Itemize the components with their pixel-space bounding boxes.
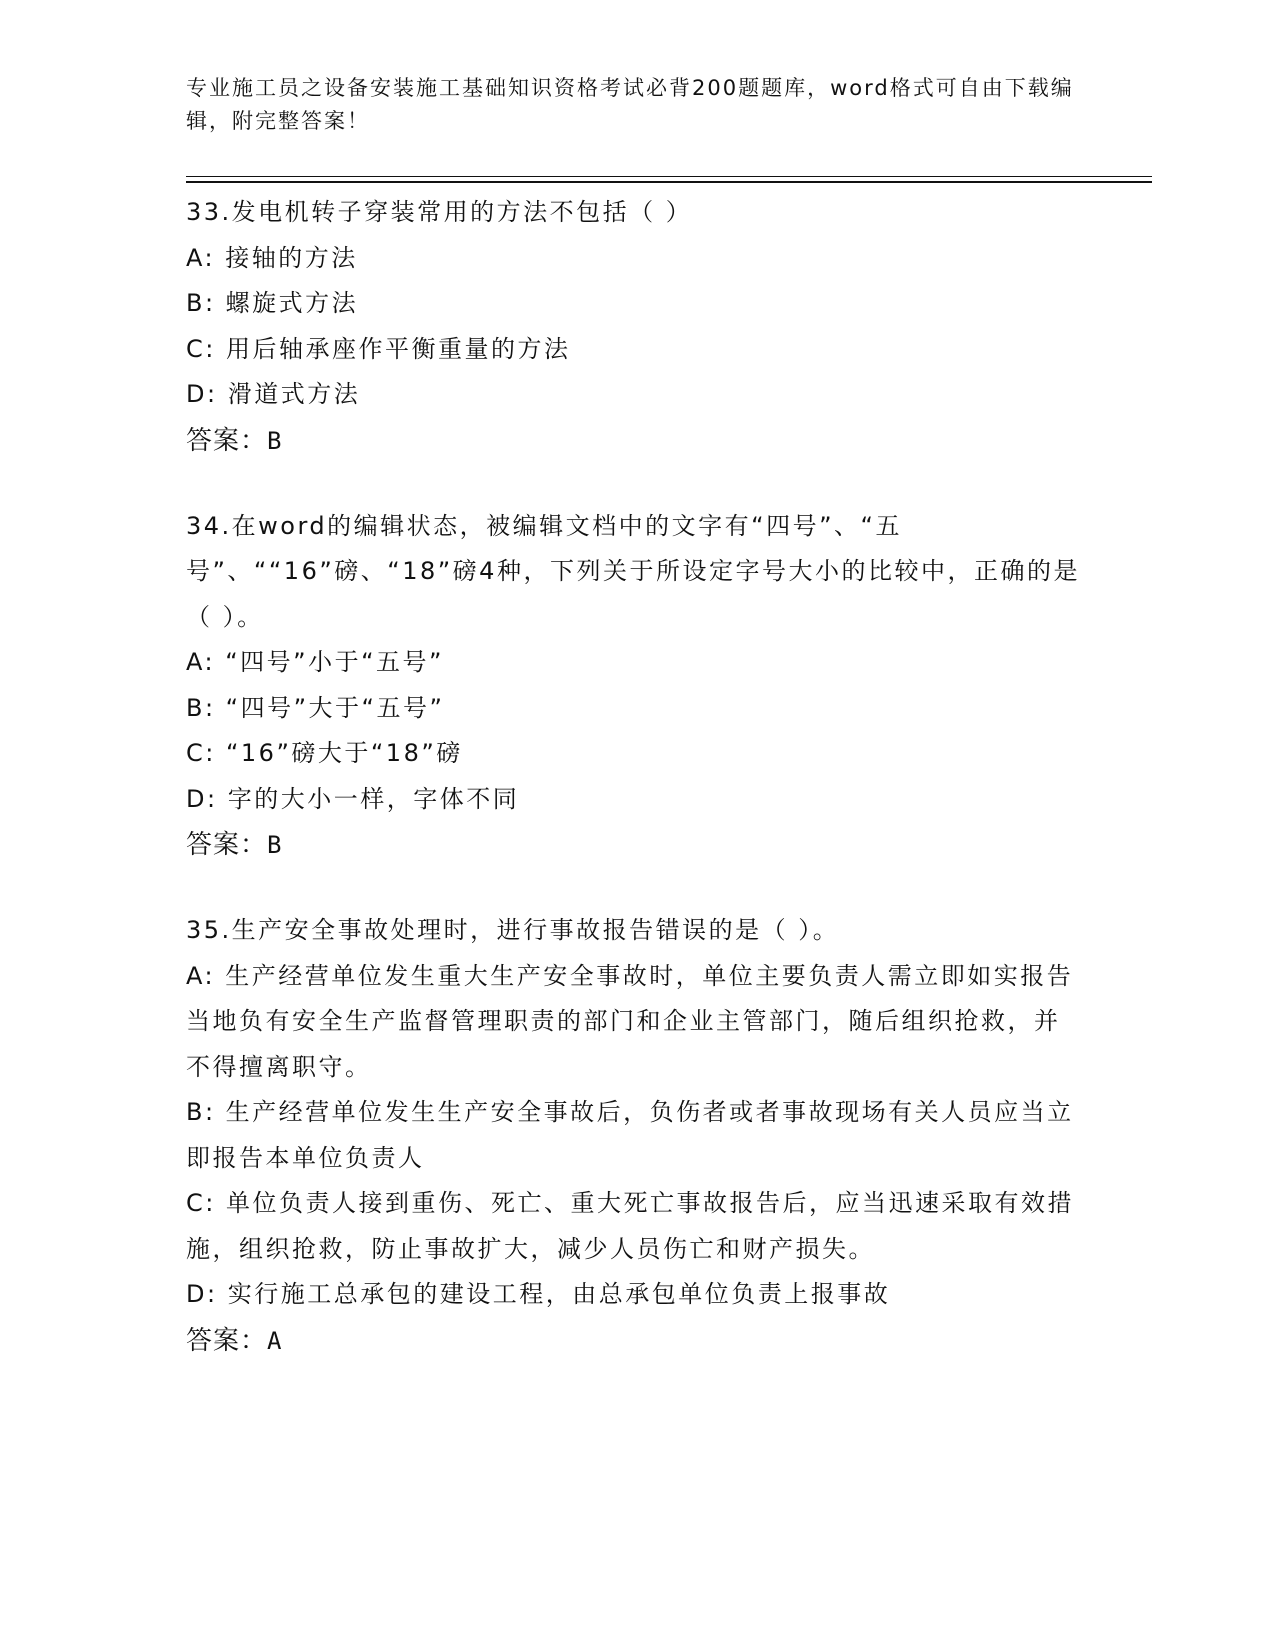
option-d: D: 字的大小一样，字体不同 [186, 784, 520, 813]
option-d: D: 滑道式方法 [186, 380, 361, 408]
answer-line [186, 822, 1086, 868]
answer-label: 答案： [186, 830, 268, 860]
option-a: A: 生产经营单位发生重大生产安全事故时，单位主要负责人需立即如实报告当地负有安全生产监督管理职责的部门和企业主管部门，随后组织抢救，并不得擅离职守。 [186, 961, 1074, 1081]
answer-value: A [267, 1326, 283, 1355]
question-text: 33.发电机转子穿装常用的方法不包括（ ） [186, 198, 693, 226]
option-c: C: “16”磅大于“18”磅 [186, 739, 463, 767]
question-35 [186, 908, 1086, 1364]
question-list [186, 190, 1086, 1404]
option-d: D: 实行施工总承包的建设工程，由总承包单位负责上报事故 [186, 1280, 891, 1308]
header-rule-thick [186, 181, 1152, 183]
question-text: 35.生产安全事故处理时，进行事故报告错误的是（ ）。 [186, 916, 840, 944]
option-b: B: 生产经营单位发生生产安全事故后，负伤者或者事故现场有关人员应当立即报告本单位负责人 [186, 1098, 1074, 1172]
question-33 [186, 190, 1086, 464]
question-text: 34.在word的编辑状态，被编辑文档中的文字有“四号”、“五号”、““16”磅、“18”磅4种，下列关于所设定字号大小的比较中，正确的是（ ）。 [186, 511, 1080, 631]
option-a: A: “四号”小于“五号” [186, 648, 444, 676]
answer-line [186, 418, 1086, 464]
option-a: A: 接轴的方法 [186, 243, 358, 272]
option-b: B: “四号”大于“五号” [186, 693, 445, 722]
option-b: B: 螺旋式方法 [186, 289, 359, 317]
option-c: C: 单位负责人接到重伤、死亡、重大死亡事故报告后，应当迅速采取有效措施，组织抢救，防止事故扩大，减少人员伤亡和财产损失。 [186, 1189, 1074, 1263]
answer-value: B [267, 831, 283, 859]
document-header: 专业施工员之设备安装施工基础知识资格考试必背200题题库，word格式可自由下载编辑，附完整答案！ [186, 76, 1074, 133]
answer-line [186, 1318, 1086, 1364]
answer-value: B [267, 426, 283, 455]
answer-label: 答案： [186, 1325, 268, 1356]
answer-label: 答案： [186, 425, 268, 456]
option-c: C: 用后轴承座作平衡重量的方法 [186, 334, 571, 363]
question-34 [186, 504, 1086, 869]
header-rule-thin [186, 176, 1152, 177]
